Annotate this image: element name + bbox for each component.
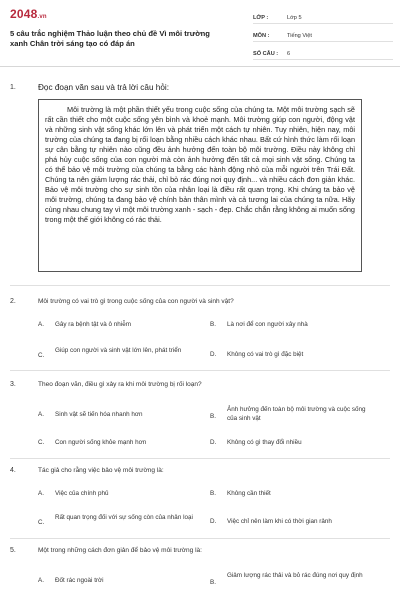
meta-value: Tiếng Việt: [287, 32, 312, 39]
option-letter: C.: [38, 352, 45, 359]
question-number: 3.: [10, 381, 16, 388]
option-text: Việc của chính phủ: [55, 490, 109, 497]
divider: [10, 285, 390, 286]
question-text: Môi trường có vai trò gì trong cuộc sống của con người và sinh vật?: [38, 298, 234, 305]
page-title: 5 câu trắc nghiệm Thảo luận theo chủ đề Vì môi trường xanh Chân trời sáng tạo có đáp án: [10, 29, 210, 48]
meta-row-grade: [253, 12, 393, 24]
logo-text: 2048: [10, 7, 38, 21]
option-text: Giảm lượng rác thải và bỏ rác đúng nơi quy định: [227, 572, 363, 579]
reading-passage: [38, 99, 362, 272]
question-text: Một trong những cách đơn giản để bảo vệ môi trường là:: [38, 547, 202, 554]
option-text: Không có gì thay đổi nhiều: [227, 439, 302, 446]
meta-value: 6: [287, 50, 291, 57]
quiz-meta: [253, 12, 393, 66]
logo-suffix: .vn: [37, 14, 47, 20]
option-letter: A.: [38, 321, 44, 328]
option-letter: C.: [38, 519, 45, 526]
option-text: Sinh vật sẽ tiến hóa nhanh hơn: [55, 411, 143, 418]
question-number: 1.: [10, 84, 16, 91]
divider: [10, 458, 390, 459]
meta-label: SỐ CÂU :: [253, 50, 279, 57]
option-text: Đốt rác ngoài trời: [55, 577, 104, 584]
option-text: Ảnh hưởng đến toàn bộ môi trường và cuộc sống của sinh vật: [227, 406, 366, 422]
option-text: Việc chỉ nên làm khi có thời gian rảnh: [227, 518, 332, 525]
option-letter: B.: [210, 321, 216, 328]
question-number: 2.: [10, 298, 16, 305]
option-letter: D.: [210, 518, 217, 525]
meta-label: LỚP :: [253, 14, 269, 21]
option-letter: B.: [210, 413, 216, 420]
option-text: Không có vai trò gì đặc biệt: [227, 351, 304, 358]
option-letter: D.: [210, 351, 217, 358]
option-letter: A.: [38, 577, 44, 584]
meta-value: Lớp 5: [287, 14, 302, 21]
option-letter: B.: [210, 490, 216, 497]
option-letter: A.: [38, 490, 44, 497]
option-text: Con người sống khỏe mạnh hơn: [55, 439, 147, 446]
meta-row-count: [253, 48, 393, 60]
option-letter: A.: [38, 411, 44, 418]
question-number: 4.: [10, 467, 16, 474]
meta-label: MÔN :: [253, 32, 270, 39]
question-text: Theo đoạn văn, điều gì xảy ra khi môi trường bị rối loạn?: [38, 381, 202, 388]
option-text: Là nơi để con người xây nhà: [227, 321, 308, 328]
passage-text: Môi trường là một phần thiết yếu trong cuộc sống của chúng ta. Một môi trường sạch sẽ rất cần thiết cho một cuộc sống yên bình và khoẻ mạnh. Môi trường giúp con người, động vật và những sinh vật sống khác lớn lên và phát triển một cách tự nhiên. Tuy nhiên, hiện nay, môi trường của chúng ta đang bị rối loạn bằng nhiều cách khác nhau. Bất cứ hình thức làm rối loạn sự cân bằng tự nhiên nào cũng đều ảnh hưởng đến toàn bộ môi trường. Điều này không chỉ phá hủy cuộc sống của con người mà còn ảnh hưởng đến tất cả mọi sinh vật sống. Chúng ta có thể bảo vệ môi trường của chúng ta bằng các hành động nhỏ của mỗi người trên Trái Đất. Chúng ta nên giảm lượng rác thải, chỉ bỏ rác đúng nơi quy định... và nhiều cách đơn giản khác. Bảo vệ môi trường cho sự sinh tồn của nhân loại là điều rất quan trọng. Khi chúng ta bảo vệ môi trường, chúng ta đang bảo vệ chính bản thân mình và cả tương lai của chúng ta nữa. Hãy cùng nhau chung tay vì một môi trường xanh - sạch - đẹp. Chắc chắn rằng không ai muốn sống trong một thế giới không có rác thải.: [45, 105, 355, 224]
question-text: Đọc đoạn văn sau và trả lời câu hỏi:: [38, 83, 169, 92]
option-letter: C.: [38, 439, 45, 446]
page-header: [0, 0, 400, 67]
option-text: Không cần thiết: [227, 490, 271, 497]
question-text: Tác giả cho rằng việc bảo vệ môi trường là:: [38, 467, 164, 474]
divider: [10, 370, 390, 371]
question-number: 5.: [10, 547, 16, 554]
option-letter: B.: [210, 579, 216, 586]
option-text: Rất quan trọng đối với sự sống còn của nhân loại: [55, 514, 193, 521]
divider: [10, 538, 390, 539]
option-text: Giúp con người và sinh vật lớn lên, phát triển: [55, 347, 182, 354]
site-logo[interactable]: [10, 7, 47, 21]
meta-row-subject: [253, 30, 393, 42]
option-text: Gây ra bệnh tật và ô nhiễm: [55, 321, 131, 328]
option-letter: D.: [210, 439, 217, 446]
